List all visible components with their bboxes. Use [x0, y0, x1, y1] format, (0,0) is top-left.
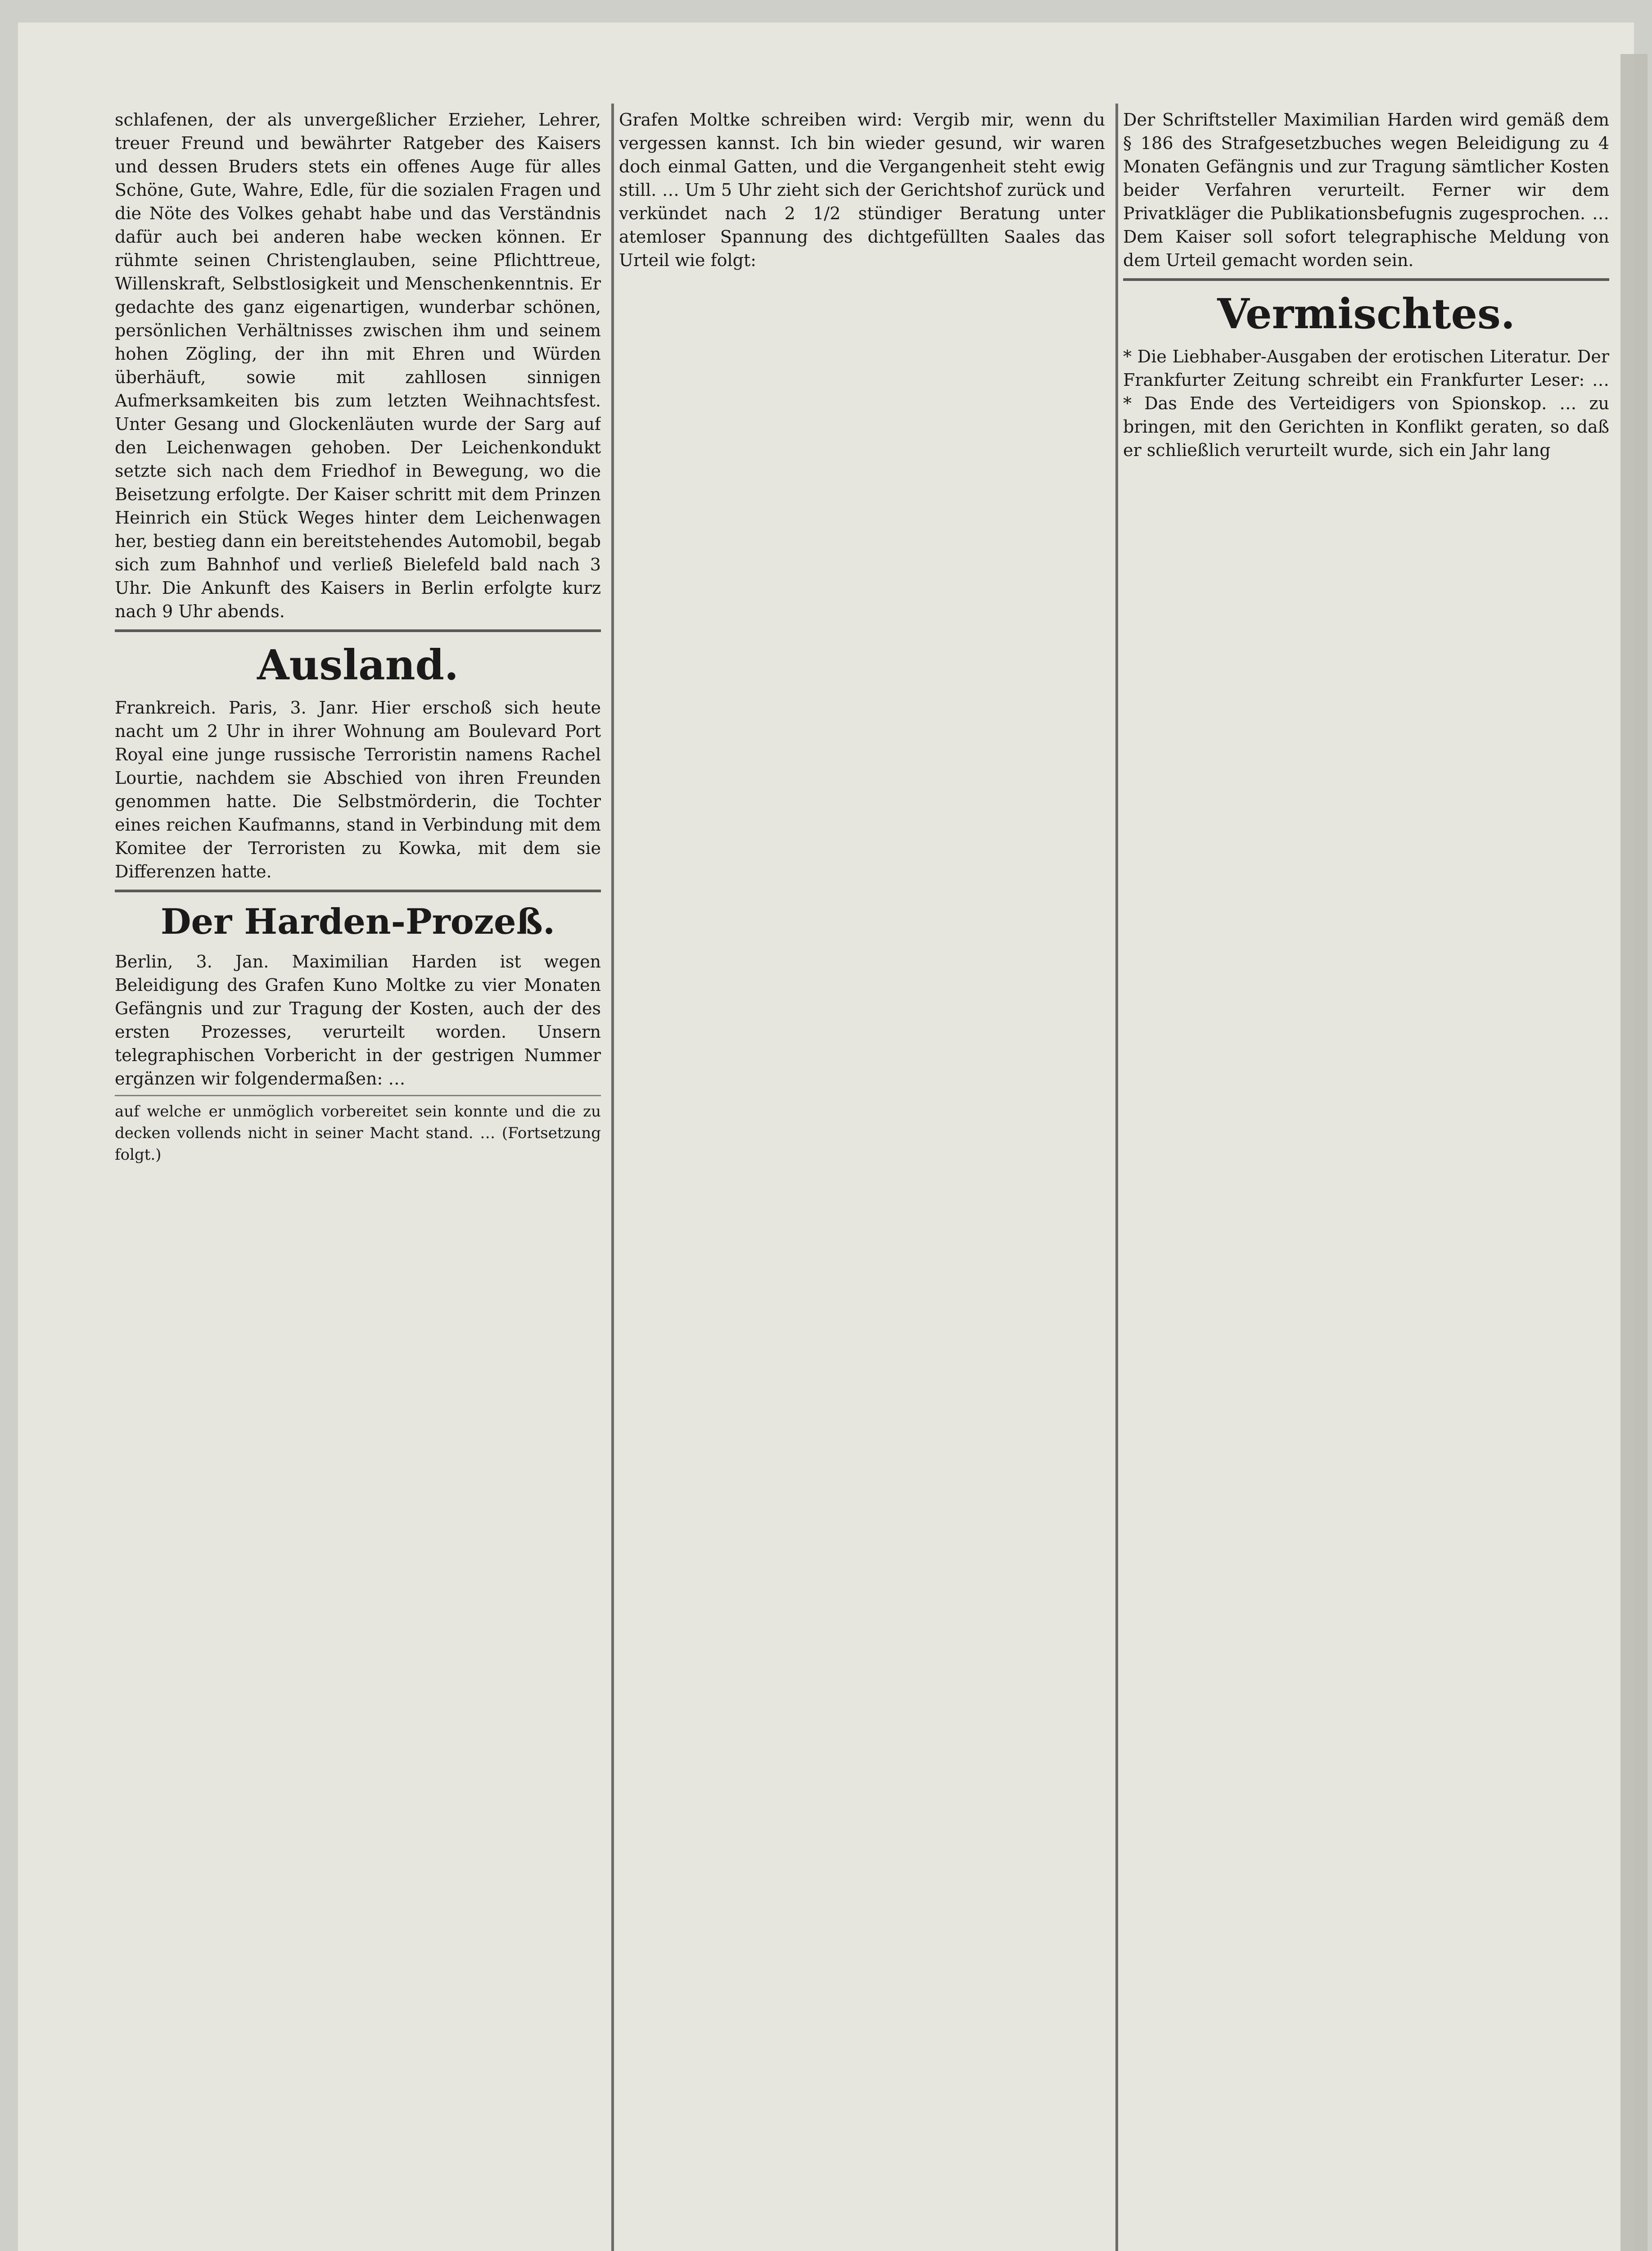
divider — [115, 1095, 601, 1096]
column2-text: Grafen Moltke schreiben wird: Vergib mir, wenn du vergessen kannst. Ich bin wieder gesund, wir waren doch einmal Gatten, und die Vergangenheit steht ewig still. … Um 5 Uhr zieht sich der Gerichtshof zurück und verkündet nach 2 1/2 stündiger Beratung unter atemloser Spannung des dichtgefüllten Saales das Urteil wie folgt: — [619, 110, 1105, 270]
section-heading-vermischtes: Vermischtes. — [1217, 289, 1515, 338]
section-heading-ausland: Ausland. — [257, 641, 459, 689]
column3-top-text: Der Schriftsteller Maximilian Harden wird gemäß dem § 186 des Strafgesetzbuches wegen Beleidigung zu 4 Monaten Gefängnis und zur Tragung sämtlicher Kosten beider Verfahren verurteilt. Ferner wir dem Privatkläger die Publikationsbefugnis zugesprochen. … Dem Kaiser soll sofort telegraphische Meldung von dem Urteil gemacht worden sein. — [1123, 110, 1609, 270]
column-rule-2 — [1115, 104, 1118, 2251]
ausland-text: Frankreich. Paris, 3. Janr. Hier erschoß sich heute nacht um 2 Uhr in ihrer Wohnung am Boulevard Port Royal eine junge russische Terroristin namens Rachel Lourtie, nachdem sie Abschied von ihren Freunden genommen hatte. Die Selbstmörderin, die Tochter eines reichen Kaufmanns, stand in Verbindung mit dem Komitee der Terroristen zu Kowka, mit dem sie Differenzen hatte. — [115, 698, 601, 881]
harden-text: Berlin, 3. Jan. Maximilian Harden ist wegen Beleidigung des Grafen Kuno Moltke zu vier Monaten Gefängnis und zur Tragung der Kosten, auch der des ersten Prozesses, verurteilt worden. Unsern telegraphischen Vorbericht in der gestrigen Nummer ergänzen wir folgendermaßen: … — [115, 952, 601, 1089]
column-3 — [1123, 108, 1609, 2251]
column-1 — [115, 108, 601, 2251]
divider — [115, 890, 601, 892]
lower-text: auf welche er unmöglich vorbereitet sein konnte und die zu decken vollends nicht in seiner Macht stand. … (Fortsetzung folgt.) — [115, 1103, 601, 1164]
column1-paragraph-1: schlafenen, der als unvergeßlicher Erzieher, Lehrer, treuer Freund und bewährter Ratgeber des Kaisers und dessen Bruders stets ein offenes Auge für alles Schöne, Gute, Wahre, Edle, für die sozialen Fragen und die Nöte des Volkes gehabt habe und das Verständnis dafür auch bei anderen habe wecken können. Er rühmte seinen Christenglauben, seine Pflichttreue, Willenskraft, Selbstlosigkeit und Menschenkenntnis. Er gedachte des ganz eigenartigen, wunderbar schönen, persönlichen Verhältnisses zwischen ihm und seinem hohen Zögling, der ihn mit Ehren und Würden überhäuft, sowie mit zahllosen sinnigen Aufmerksamkeiten bis zum letzten Weihnachtsfest. Unter Gesang und Glockenläuten wurde der Sarg auf den Leichenwagen gehoben. Der Leichenkondukt setzte sich nach dem Friedhof in Bewegung, wo die Beisetzung erfolgte. Der Kaiser schritt mit dem Prinzen Heinrich ein Stück Weges hinter dem Leichenwagen her, bestieg dann ein bereitstehendes Automobil, begab sich zum Bahnhof und verließ Bielefeld bald nach 3 Uhr. Die Ankunft des Kaisers in Berlin erfolgte kurz nach 9 Uhr abends. — [115, 110, 601, 621]
vermischtes-text: * Die Liebhaber-Ausgaben der erotischen Literatur. Der Frankfurter Zeitung schreibt ein Frankfurter Leser: … * Das Ende des Verteidigers von Spionskop. … zu bringen, mit den Gerichten in Konflikt geraten, so daß er schließlich verurteilt wurde, sich ein Jahr lang — [1123, 347, 1609, 460]
page-edge-shadow — [1620, 54, 1647, 2251]
column-2 — [619, 108, 1105, 2251]
column-rule-1 — [611, 104, 614, 2251]
divider — [1123, 278, 1609, 281]
section-heading-harden: Der Harden-Prozeß. — [160, 901, 555, 942]
divider — [115, 629, 601, 632]
